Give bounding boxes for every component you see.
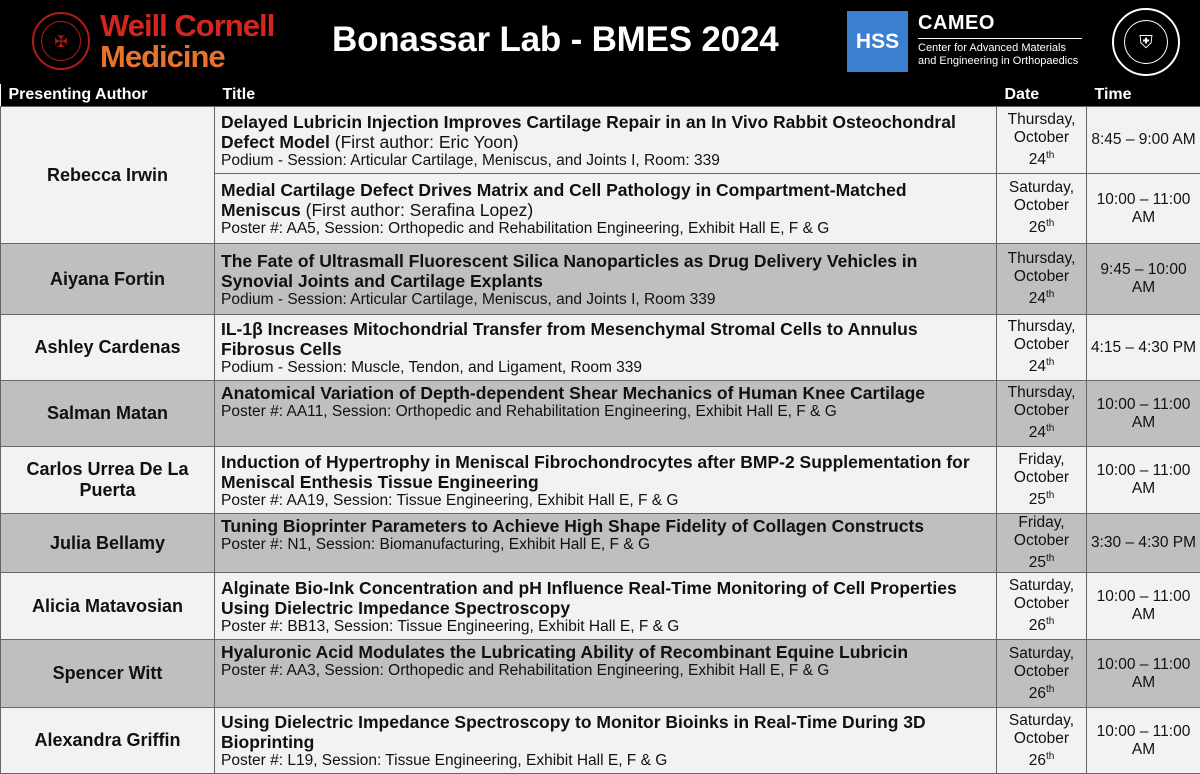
date-suffix: th	[1046, 423, 1054, 434]
presenting-author: Alicia Matavosian	[1, 573, 215, 640]
divider	[918, 38, 1082, 39]
date-cell	[997, 573, 1087, 640]
month: October	[1014, 663, 1069, 680]
hss-logo: HSS	[847, 11, 908, 72]
month: October	[1014, 595, 1069, 612]
date-cell	[997, 315, 1087, 381]
day: Saturday,	[1009, 577, 1074, 594]
session-details: Poster #: AA19, Session: Tissue Engineering, Exhibit Hall E, F & G	[221, 492, 990, 509]
date-number: 26	[1029, 617, 1046, 634]
talk-title: Hyaluronic Acid Modulates the Lubricating Ability of Recombinant Equine Lubricin	[221, 642, 908, 662]
cornell-university-seal-icon: ⛨	[1112, 8, 1180, 76]
first-author: (First author: Eric Yoon)	[330, 132, 519, 152]
cameo-logo	[918, 12, 1082, 68]
talk-title: Induction of Hypertrophy in Meniscal Fibrochondrocytes after BMP-2 Supplementation for Meniscal Enthesis Tissue Engineering	[221, 452, 970, 492]
date-cell	[997, 514, 1087, 573]
session-details: Poster #: BB13, Session: Tissue Engineering, Exhibit Hall E, F & G	[221, 618, 990, 635]
day: Thursday,	[1008, 250, 1076, 267]
presenting-author: Julia Bellamy	[1, 514, 215, 573]
talk-title: IL-1β Increases Mitochondrial Transfer from Mesenchymal Stromal Cells to Annulus Fibrosus Cells	[221, 319, 918, 359]
month: October	[1014, 268, 1069, 285]
month: October	[1014, 730, 1069, 747]
table-row	[1, 381, 1200, 447]
date-number: 24	[1029, 359, 1046, 376]
time-cell: 3:30 – 4:30 PM	[1087, 514, 1200, 573]
date-number: 25	[1029, 554, 1046, 571]
date-number: 24	[1029, 425, 1046, 442]
time-cell: 10:00 – 11:00 AM	[1087, 381, 1200, 447]
talk-title-cell	[215, 640, 997, 708]
presenting-author: Carlos Urrea De La Puerta	[1, 447, 215, 514]
talk-title-cell	[215, 381, 997, 447]
month: October	[1014, 129, 1069, 146]
date-number: 26	[1029, 685, 1046, 702]
first-author: (First author: Serafina Lopez)	[301, 200, 533, 220]
table-row	[1, 708, 1200, 774]
talk-title-cell	[215, 708, 997, 774]
date-cell	[997, 174, 1087, 244]
presenting-author: Aiyana Fortin	[1, 244, 215, 315]
talk-title-cell	[215, 447, 997, 514]
table-row	[1, 640, 1200, 708]
column-header-author: Presenting Author	[1, 84, 215, 107]
talk-title: Using Dielectric Impedance Spectroscopy to Monitor Bioinks in Real-Time During 3D Bioprinting	[221, 712, 926, 752]
date-cell	[997, 640, 1087, 708]
logo-line1: Weill Cornell	[100, 10, 274, 41]
logo-line2: Medicine	[100, 41, 274, 72]
time-cell: 8:45 – 9:00 AM	[1087, 107, 1200, 174]
talk-title: Medial Cartilage Defect Drives Matrix and Cell Pathology in Compartment-Matched Meniscus	[221, 180, 907, 220]
talk-title-cell	[215, 244, 997, 315]
talk-title-cell	[215, 174, 997, 244]
talk-title: Tuning Bioprinter Parameters to Achieve High Shape Fidelity of Collagen Constructs	[221, 516, 924, 536]
table-row	[1, 447, 1200, 514]
day: Friday,	[1018, 514, 1064, 531]
date-number: 25	[1029, 491, 1046, 508]
time-cell: 10:00 – 11:00 AM	[1087, 573, 1200, 640]
date-number: 26	[1029, 220, 1046, 237]
table-row	[1, 315, 1200, 381]
date-number: 26	[1029, 752, 1046, 769]
day: Saturday,	[1009, 645, 1074, 662]
time-cell: 10:00 – 11:00 AM	[1087, 174, 1200, 244]
date-suffix: th	[1046, 150, 1054, 161]
talk-title-cell	[215, 573, 997, 640]
day: Thursday,	[1008, 111, 1076, 128]
presenting-author: Spencer Witt	[1, 640, 215, 708]
talk-title: Alginate Bio-Ink Concentration and pH Influence Real-Time Monitoring of Cell Properties Using Dielectric Impedance Spectroscopy	[221, 578, 957, 618]
table-row	[1, 573, 1200, 640]
day: Thursday,	[1008, 318, 1076, 335]
time-cell: 10:00 – 11:00 AM	[1087, 640, 1200, 708]
time-cell: 10:00 – 11:00 AM	[1087, 447, 1200, 514]
date-suffix: th	[1046, 751, 1054, 762]
weill-cornell-logo	[100, 10, 274, 72]
cameo-line1: Center for Advanced Materials	[918, 42, 1082, 55]
date-number: 24	[1029, 151, 1046, 168]
date-cell	[997, 244, 1087, 315]
date-suffix: th	[1046, 289, 1054, 300]
session-details: Poster #: AA5, Session: Orthopedic and Rehabilitation Engineering, Exhibit Hall E, F & G	[221, 220, 990, 237]
month: October	[1014, 469, 1069, 486]
column-header-title: Title	[215, 84, 997, 107]
header-banner	[0, 0, 1200, 84]
session-details: Poster #: AA11, Session: Orthopedic and Rehabilitation Engineering, Exhibit Hall E, F & G	[221, 403, 990, 420]
month: October	[1014, 197, 1069, 214]
table-row	[1, 514, 1200, 573]
day: Friday,	[1018, 451, 1064, 468]
column-header-date: Date	[997, 84, 1087, 107]
talk-title: The Fate of Ultrasmall Fluorescent Silica Nanoparticles as Drug Delivery Vehicles in Synovial Joints and Cartilage Explants	[221, 251, 917, 291]
day: Saturday,	[1009, 712, 1074, 729]
table-header-row	[1, 84, 1200, 107]
date-suffix: th	[1046, 553, 1054, 564]
month: October	[1014, 336, 1069, 353]
schedule-table	[0, 84, 1200, 774]
day: Thursday,	[1008, 384, 1076, 401]
column-header-time: Time	[1087, 84, 1200, 107]
presenting-author: Salman Matan	[1, 381, 215, 447]
date-suffix: th	[1046, 684, 1054, 695]
day: Saturday,	[1009, 179, 1074, 196]
time-cell: 9:45 – 10:00 AM	[1087, 244, 1200, 315]
talk-title-cell	[215, 107, 997, 174]
cameo-name: CAMEO	[918, 12, 1082, 35]
talk-title-cell	[215, 315, 997, 381]
cameo-line2: and Engineering in Orthopaedics	[918, 55, 1082, 68]
presenting-author: Rebecca Irwin	[1, 107, 215, 244]
page-title: Bonassar Lab - BMES 2024	[332, 20, 778, 60]
date-cell	[997, 107, 1087, 174]
session-details: Poster #: AA3, Session: Orthopedic and Rehabilitation Engineering, Exhibit Hall E, F & G	[221, 662, 990, 679]
time-cell: 4:15 – 4:30 PM	[1087, 315, 1200, 381]
date-number: 24	[1029, 290, 1046, 307]
table-row	[1, 244, 1200, 315]
date-cell	[997, 381, 1087, 447]
date-suffix: th	[1046, 616, 1054, 627]
month: October	[1014, 402, 1069, 419]
table-row	[1, 107, 1200, 174]
session-details: Podium - Session: Articular Cartilage, Meniscus, and Joints I, Room: 339	[221, 152, 990, 169]
session-details: Podium - Session: Muscle, Tendon, and Ligament, Room 339	[221, 359, 990, 376]
talk-title: Delayed Lubricin Injection Improves Cartilage Repair in an In Vivo Rabbit Osteochondral Defect Model	[221, 112, 956, 152]
month: October	[1014, 532, 1069, 549]
date-suffix: th	[1046, 218, 1054, 229]
session-details: Poster #: N1, Session: Biomanufacturing, Exhibit Hall E, F & G	[221, 536, 990, 553]
date-suffix: th	[1046, 357, 1054, 368]
presenting-author: Ashley Cardenas	[1, 315, 215, 381]
date-suffix: th	[1046, 490, 1054, 501]
talk-title-cell	[215, 514, 997, 573]
date-cell	[997, 447, 1087, 514]
session-details: Podium - Session: Articular Cartilage, Meniscus, and Joints I, Room 339	[221, 291, 990, 308]
date-cell	[997, 708, 1087, 774]
session-details: Poster #: L19, Session: Tissue Engineering, Exhibit Hall E, F & G	[221, 752, 990, 769]
presenting-author: Alexandra Griffin	[1, 708, 215, 774]
talk-title: Anatomical Variation of Depth-dependent Shear Mechanics of Human Knee Cartilage	[221, 383, 925, 403]
time-cell: 10:00 – 11:00 AM	[1087, 708, 1200, 774]
weill-cornell-seal-icon: ✠	[32, 12, 90, 70]
